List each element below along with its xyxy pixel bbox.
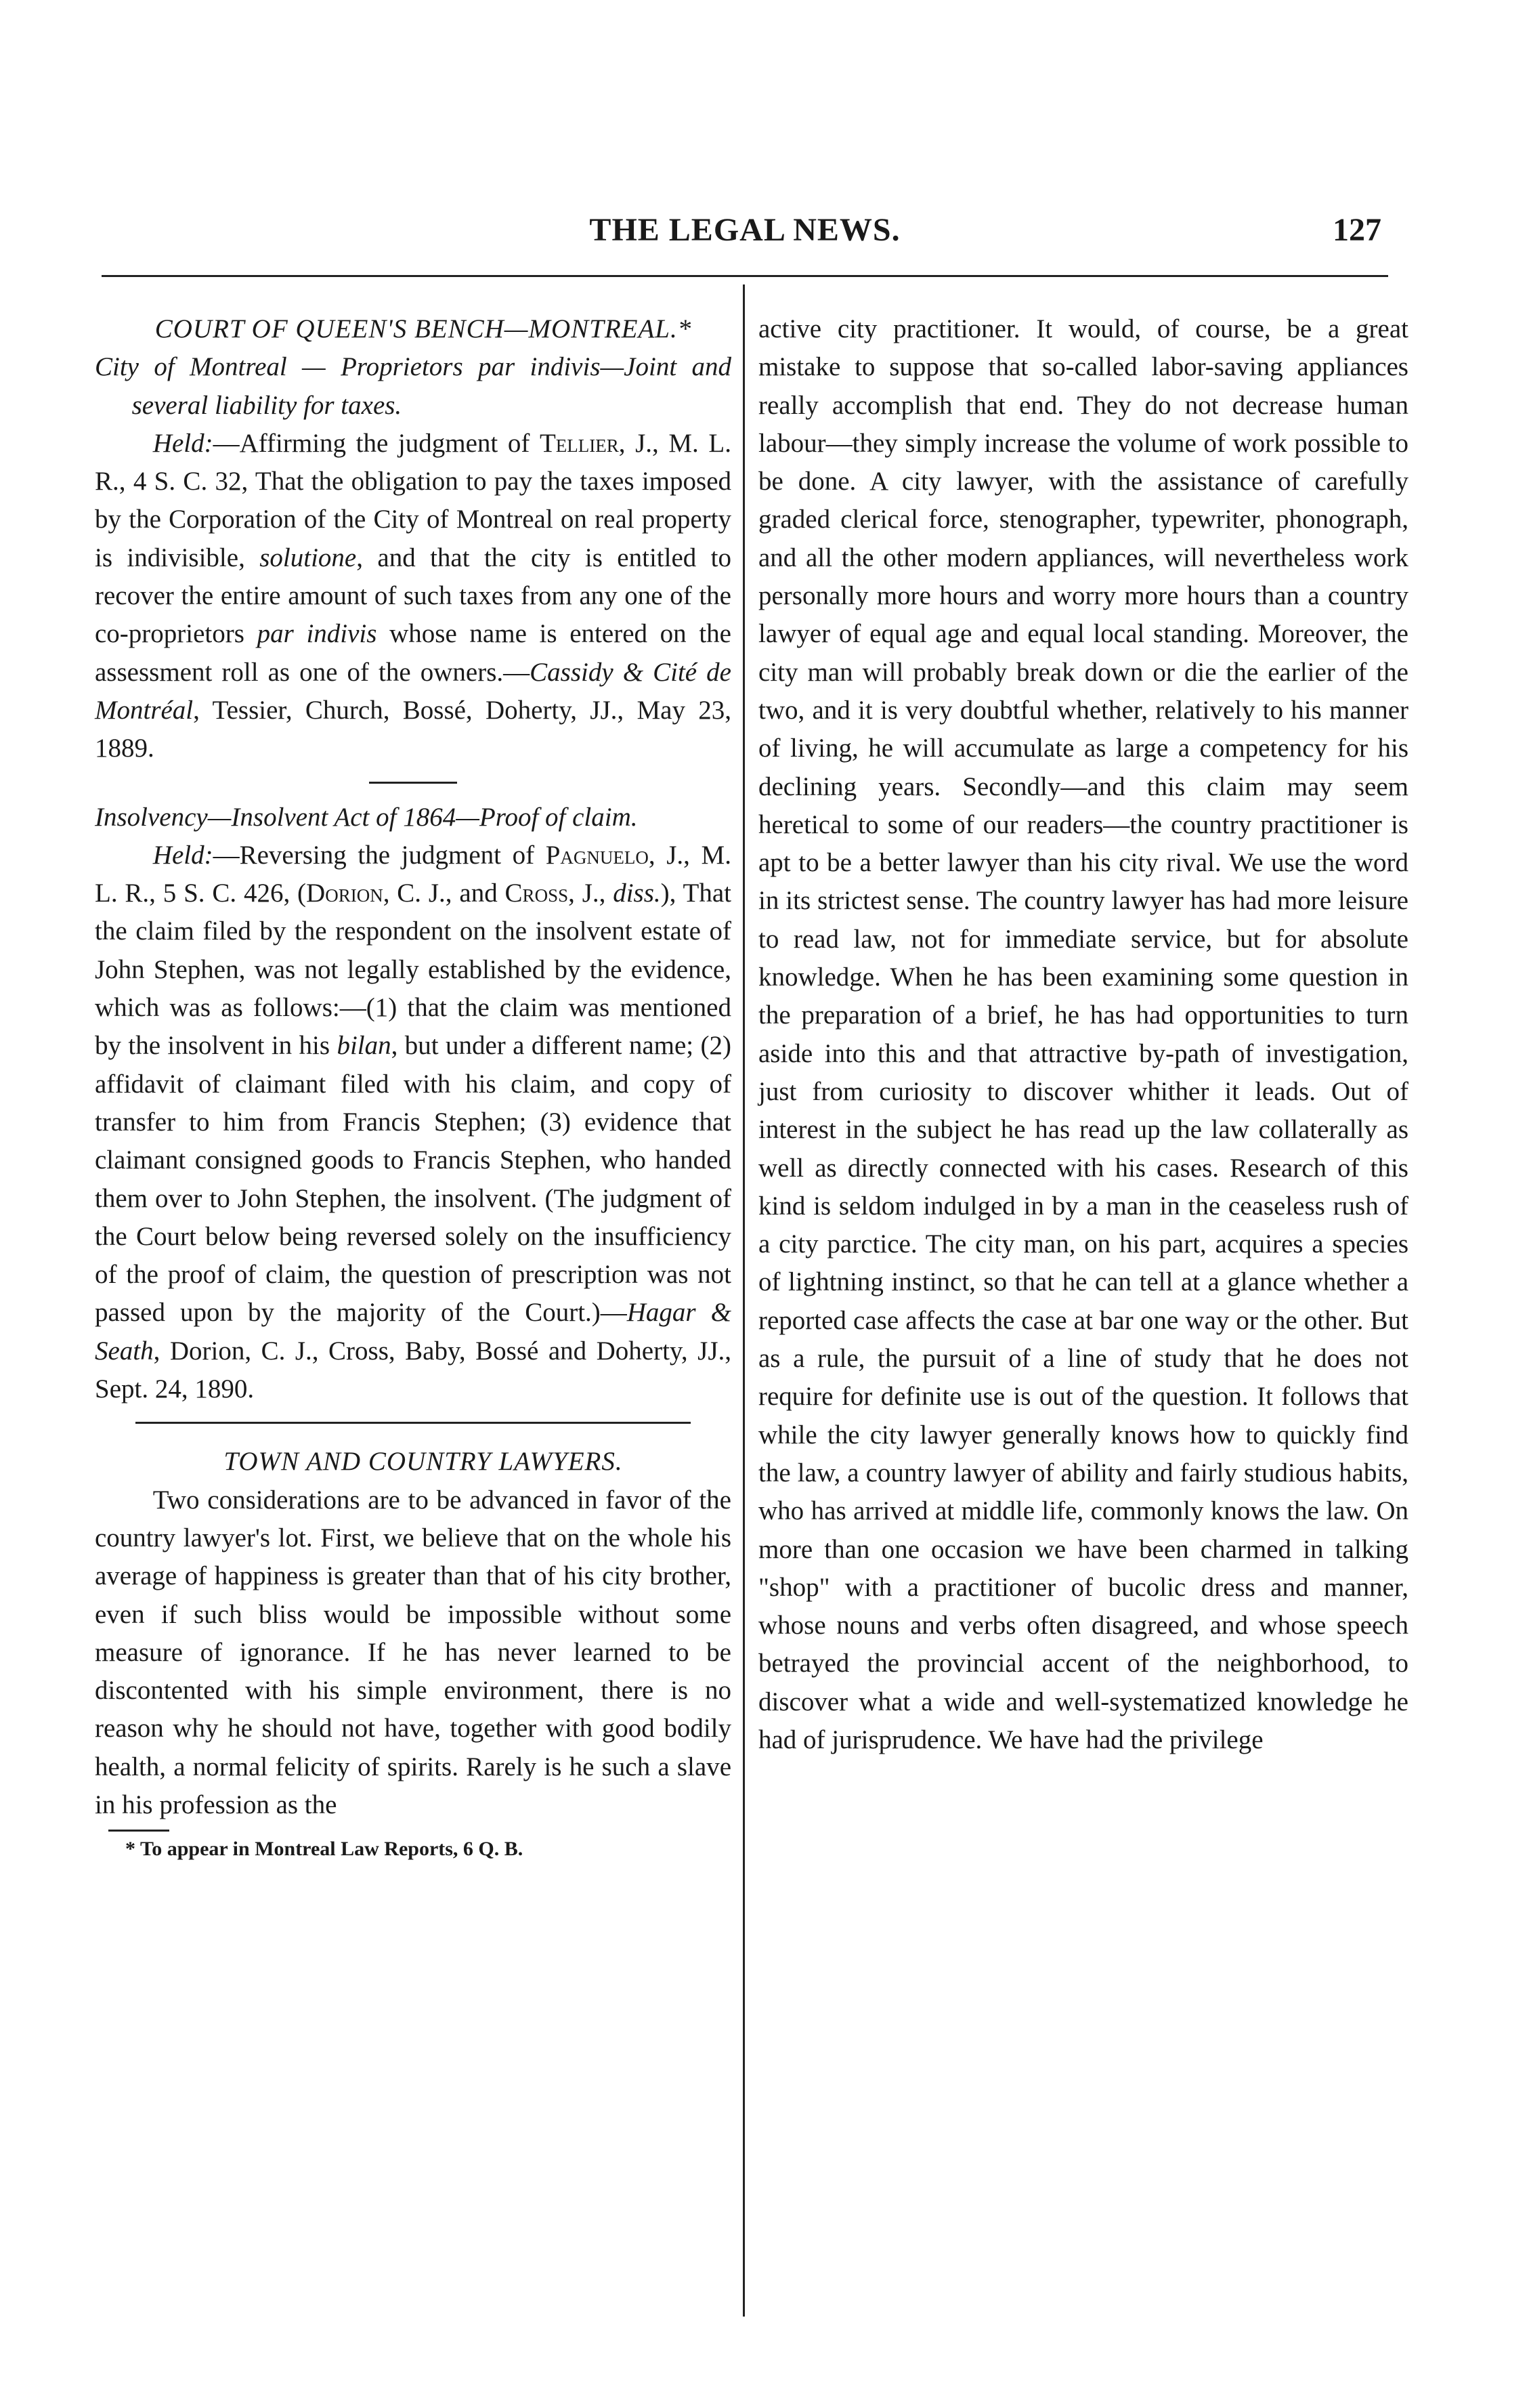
case-separator (369, 782, 457, 784)
right-column (758, 310, 1408, 1759)
court-heading: COURT OF QUEEN'S BENCH—MONTREAL.* (154, 314, 692, 343)
article-paragraph: Two considerations are to be advanced in favor of the country lawyer's lot. First, we believe that on the whole his average of happiness is greater than that of his city brother, even if such bliss would be impossible without some measure of ignorance. If he has never learned to be discontented with his simple environment, there is no reason why he should not have, together with good bodily health, a normal felicity of spirits. Rarely is he such a slave in his profession as the (95, 1485, 731, 1819)
case1-held: Held:—Affirming the judgment of Tellier, J., M. L. R., 4 S. C. 32, That the obligation to pay the taxes imposed by the Corporation of the City of Montreal on real property is indivisible, solutione, and that the city is entitled to recover the entire amount of such taxes from any one of the co-proprietors par indivis whose name is entered on the assessment roll as one of the owners.—Cassidy & Cité de Montréal, Tessier, Church, Bossé, Doherty, JJ., May 23, 1889. (95, 428, 731, 763)
page-number: 127 (1333, 212, 1381, 248)
case1-subhead: City of Montreal — Proprietors par indivis—Joint and several liability for taxes. (95, 352, 731, 420)
article-separator (135, 1422, 691, 1424)
footnote-rule (108, 1830, 169, 1832)
footnote: * To appear in Montreal Law Reports, 6 Q. B. (125, 1838, 523, 1861)
column-divider (743, 284, 745, 2317)
running-header (102, 211, 1388, 252)
left-column (95, 310, 731, 1863)
article-continuation: active city practitioner. It would, of course, be a great mistake to suppose that so-called labor-saving appliances really accomplish that end. They do not decrease human labour—they simply increase the volume of work possible to be done. A city lawyer, with the assistance of carefully graded clerical force, stenographer, typewriter, phonograph, and all the other modern appliances, will nevertheless work personally more hours and worry more hours than a country lawyer of equal age and equal local standing. Moreover, the city man will probably break down or die the earlier of the two, and it is very doubtful whether, relatively to his manner of living, he will accumulate as large a competency for his declining years. Secondly—and this claim may seem heretical to some of our readers—the country practitioner is apt to be a better lawyer than his city rival. We use the word in its strictest sense. The country lawyer has had more leisure to read law, not for immediate service, but for absolute knowledge. When he has been examining some question in the preparation of a brief, he has had opportunities to turn aside into this and that attractive by-path of investigation, just from curiosity to discover whither it leads. Out of interest in the subject he has read up the law collaterally as well as directly connected with his cases. Research of this kind is seldom indulged in by a man in the ceaseless rush of a city parctice. The city man, on his part, acquires a species of lightning instinct, so that he can tell at a glance whether a reported case affects the case at bar one way or the other. But as a rule, the pursuit of a line of study that he does not require for definite use is out of the question. It follows that while the city lawyer generally knows how to quickly find the law, a country lawyer of ability and fairly studious habits, who has arrived at middle life, commonly knows the law. On more than one occasion we have been charmed in talking "shop" with a practitioner of bucolic dress and manner, whose nouns and verbs often disagreed, and whose speech betrayed the provincial accent of the neighborhood, to discover what a wide and well-systematized knowledge he had of jurisprudence. We have had the privilege (758, 314, 1408, 1754)
header-rule (102, 275, 1388, 277)
case2-subhead: Insolvency—Insolvent Act of 1864—Proof of claim. (95, 802, 638, 832)
article-heading: TOWN AND COUNTRY LAWYERS. (223, 1447, 623, 1477)
journal-title: THE LEGAL NEWS. (589, 212, 901, 248)
case2-held: Held:—Reversing the judgment of Pagnuelo, J., M. L. R., 5 S. C. 426, (Dorion, C. J., and Cross, J., diss.), That the claim filed by the respondent on the insolvent estate of John Stephen, was not legally established by the evidence, which was as follows:—(1) that the claim was mentioned by the insolvent in his bilan, but under a different name; (2) affidavit of claimant filed with his claim, and copy of transfer to him from Francis Stephen; (3) evidence that claimant consigned goods to Francis Stephen, who handed them over to John Stephen, the insolvent. (The judgment of the Court below being reversed solely on the insufficiency of the proof of claim, the question of prescription was not passed upon by the majority of the Court.)—Hagar & Seath, Dorion, C. J., Cross, Baby, Bossé and Doherty, JJ., Sept. 24, 1890. (95, 840, 731, 1404)
